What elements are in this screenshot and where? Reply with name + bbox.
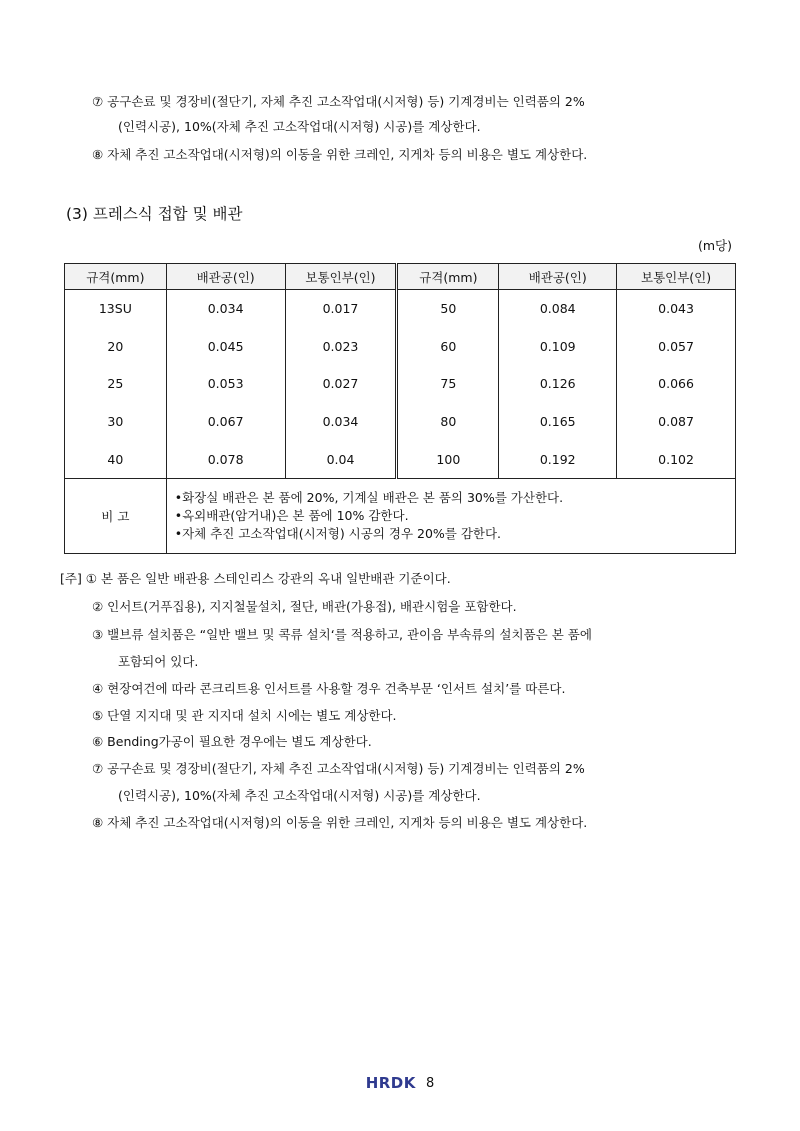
table-cell: 40 <box>65 440 167 478</box>
section-title: (3) 프레스식 접합 및 배관 <box>66 205 243 223</box>
table-row <box>65 290 736 328</box>
unit-label: (m당) <box>697 238 732 253</box>
table-cell: 0.087 <box>617 403 736 441</box>
table-cell: 25 <box>65 365 167 403</box>
remarks-label: 비 고 <box>65 478 167 553</box>
note-8: ⑧ 자체 추진 고소작업대(시저형)의 이동을 위한 크레인, 지게차 등의 비용은 별도 계상한다. <box>92 815 588 830</box>
remarks-body <box>166 478 735 553</box>
table-cell: 0.04 <box>285 440 397 478</box>
page-number: 8 <box>426 1075 435 1091</box>
note-6: ⑥ Bending가공이 필요한 경우에는 별도 계상한다. <box>92 734 372 749</box>
table-cell: 0.017 <box>285 290 397 328</box>
note-7: ⑦ 공구손료 및 경장비(절단기, 자체 추진 고소작업대(시저형) 등) 기계경비는 인력품의 2% <box>92 761 585 776</box>
table-cell: 0.066 <box>617 365 736 403</box>
remark-line: •화장실 배관은 본 품에 20%, 기계실 배관은 본 품의 30%를 가산한다. <box>174 489 564 505</box>
note-4: ④ 현장여건에 따라 콘크리트용 인서트를 사용할 경우 건축부문 ‘인서트 설치’를 따른다. <box>92 681 566 696</box>
table-cell: 0.034 <box>285 403 397 441</box>
note-3-cont: 포함되어 있다. <box>118 654 199 669</box>
note-3: ③ 밸브류 설치품은 “일반 밸브 및 콕류 설치‘를 적용하고, 관이음 부속류의 설치품은 본 품에 <box>92 627 592 642</box>
table-cell: 75 <box>397 365 499 403</box>
header-plumber: 배관공(인) <box>166 264 285 290</box>
table-cell: 20 <box>65 328 167 366</box>
table-cell: 60 <box>397 328 499 366</box>
remark-line: •옥외배관(암거내)은 본 품에 10% 감한다. <box>174 507 409 523</box>
table-cell: 0.078 <box>166 440 285 478</box>
table-cell: 0.057 <box>617 328 736 366</box>
note-1: [주] ① 본 품은 일반 배관용 스테인리스 강관의 옥내 일반배관 기준이다. <box>60 571 451 586</box>
note-5: ⑤ 단열 지지대 및 관 지지대 설치 시에는 별도 계상한다. <box>92 708 397 723</box>
header-laborer: 보통인부(인) <box>617 264 736 290</box>
remarks-row <box>65 478 736 553</box>
table-cell: 30 <box>65 403 167 441</box>
table-cell: 80 <box>397 403 499 441</box>
table-cell: 0.084 <box>499 290 617 328</box>
table-cell: 0.165 <box>499 403 617 441</box>
header-size: 규격(mm) <box>397 264 499 290</box>
header-size: 규격(mm) <box>65 264 167 290</box>
note-2: ② 인서트(거푸집용), 지지철물설치, 절단, 배관(가용접), 배관시험을 포함한다. <box>92 599 517 614</box>
top-note-8: ⑧ 자체 추진 고소작업대(시저형)의 이동을 위한 크레인, 지게차 등의 비용은 별도 계상한다. <box>92 147 588 162</box>
table-row <box>65 440 736 478</box>
page-footer <box>0 1074 800 1092</box>
note-7-cont: (인력시공), 10%(자체 추진 고소작업대(시저형) 시공)를 계상한다. <box>118 788 481 803</box>
table-cell: 13SU <box>65 290 167 328</box>
table-cell: 0.023 <box>285 328 397 366</box>
table-cell: 0.067 <box>166 403 285 441</box>
table-cell: 0.126 <box>499 365 617 403</box>
top-note-7-cont: (인력시공), 10%(자체 추진 고소작업대(시저형) 시공)를 계상한다. <box>118 119 481 134</box>
top-note-7: ⑦ 공구손료 및 경장비(절단기, 자체 추진 고소작업대(시저형) 등) 기계경비는 인력품의 2% <box>92 94 585 109</box>
table-cell: 100 <box>397 440 499 478</box>
table-row <box>65 328 736 366</box>
header-laborer: 보통인부(인) <box>285 264 397 290</box>
remark-line: •자체 추진 고소작업대(시저형) 시공의 경우 20%를 감한다. <box>174 525 502 541</box>
table-cell: 0.109 <box>499 328 617 366</box>
table-cell: 0.192 <box>499 440 617 478</box>
table-cell: 0.102 <box>617 440 736 478</box>
table-cell: 0.045 <box>166 328 285 366</box>
table-row <box>65 403 736 441</box>
table-header-row <box>65 264 736 290</box>
table-cell: 0.043 <box>617 290 736 328</box>
table-cell: 0.027 <box>285 365 397 403</box>
table-cell: 0.034 <box>166 290 285 328</box>
table-row <box>65 365 736 403</box>
hrdk-logo: HRDK <box>365 1074 416 1092</box>
table-cell: 0.053 <box>166 365 285 403</box>
table-cell: 50 <box>397 290 499 328</box>
header-plumber: 배관공(인) <box>499 264 617 290</box>
labor-table <box>64 263 736 554</box>
